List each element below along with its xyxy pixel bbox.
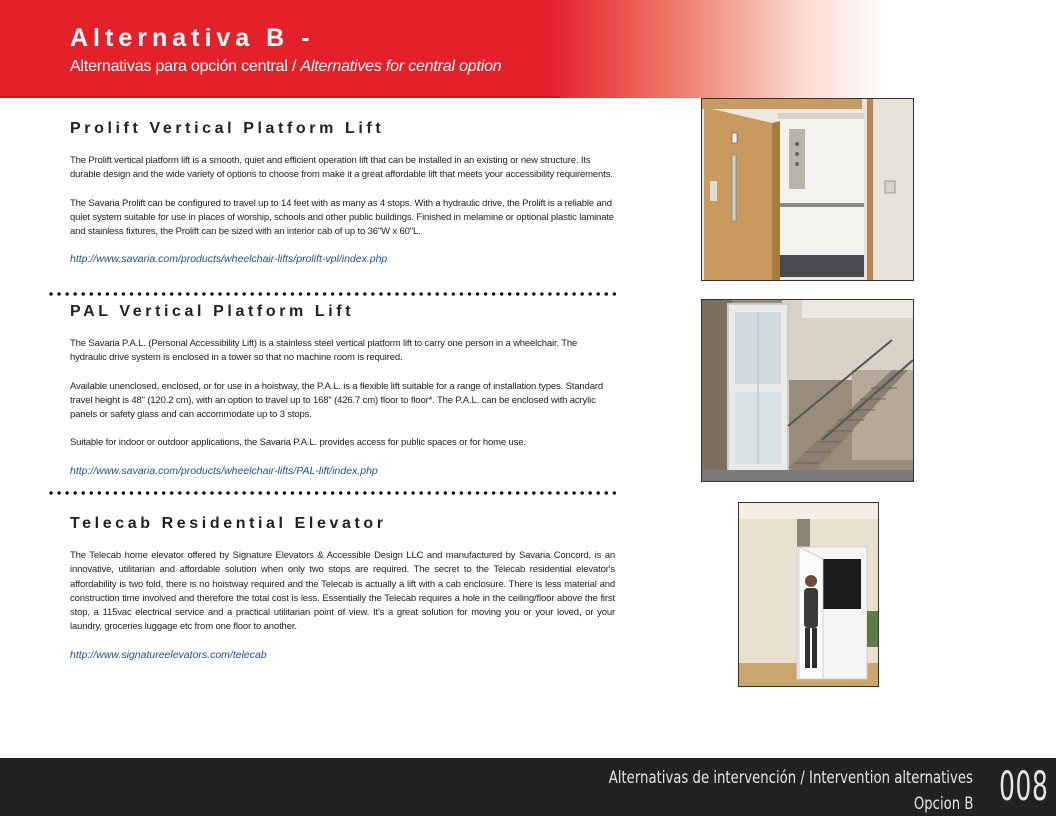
paragraph: The Savaria P.A.L. (Personal Accessibility Lift) is a stainless steel vertical platform lift to carry one person in a wheelchair. The hydraulic drive system is enclosed in a tower so that no machine room is required. (70, 338, 578, 364)
section-telecab (70, 515, 615, 661)
product-link[interactable]: http://www.signatureelevators.com/telecab (70, 648, 267, 661)
page-number: 008 (998, 764, 1048, 810)
footer-section-label: Alternativas de intervención / Intervention alternatives (608, 768, 973, 788)
section-title: Prolift Vertical Platform Lift (70, 120, 385, 137)
section-pal (70, 303, 615, 477)
paragraph: The Telecab home elevator offered by Signature Elevators & Accessible Design LLC and manufactured by Savaria Concord, is an innovative, utilitarian and affordable solution when only two stops are required. The secret to the Telecab residential elevator's affordability is two fold, there is no hoistway required and the Telecab is actually a lift with a cab enclosure. There is less material and construction time involved and therefore the total cost is less. Essentially the Telecab requires a hole in the ceiling/floor above the first stop, a 115vac electrical service and a practical utilitarian point of view. It's a great solution for moving you or your loved, or your laundry, groceries luggage etc from one floor to another. (70, 550, 615, 633)
page-subtitle (70, 58, 502, 76)
footer-bar (0, 758, 1056, 816)
header-underline (0, 96, 560, 98)
product-link[interactable]: http://www.savaria.com/products/wheelchair-lifts/PAL-lift/index.php (70, 464, 378, 477)
dotted-divider (47, 291, 617, 297)
paragraph: The Prolift vertical platform lift is a smooth, quiet and efficient operation lift that can be installed in an existing or new structure. Its durable design and the wide variety of options to choose from make it a great affordable lift that meets your accessibility requirements. (70, 155, 613, 181)
paragraph: Available unenclosed, enclosed, or for use in a hoistway, the P.A.L. is a flexible lift suitable for a range of installation types. Standard travel height is 48" (120.2 cm), with an option to travel up to 168" (426.7 cm) floor to floor*. The P.A.L. can be enclosed with acrylic panels or safety glass and can accommodate up to 3 stops. (70, 380, 603, 421)
section-title: PAL Vertical Platform Lift (70, 303, 355, 320)
paragraph: The Savaria Prolift can be configured to travel up to 14 feet with as many as 4 stops. With a hydraulic drive, the Prolift is a reliable and quiet system suitable for use in places of worship, schools and other public buildings. Finished in melamine or optional plastic laminate and stainless fixtures, the Prolift can be sized with an interior cab of up to 36"W x 60"L. (70, 197, 614, 238)
pal-lift-photo (701, 299, 914, 482)
prolift-photo (701, 98, 914, 281)
page-title: Alternativa B - (70, 24, 315, 52)
product-link[interactable]: http://www.savaria.com/products/wheelchair-lifts/prolift-vpl/index.php (70, 253, 388, 266)
paragraph: Suitable for indoor or outdoor applications, the Savaria P.A.L. provides access for public spaces or for home use. (70, 437, 526, 449)
section-prolift (70, 120, 615, 265)
footer-option-label: Opcion B (913, 794, 973, 814)
subtitle-english: Alternatives for central option (300, 58, 502, 75)
dotted-divider (47, 490, 617, 496)
section-title: Telecab Residential Elevator (70, 515, 387, 532)
header-banner (0, 0, 1056, 98)
telecab-photo (738, 502, 879, 687)
subtitle-spanish: Alternativas para opción central / (70, 58, 301, 75)
